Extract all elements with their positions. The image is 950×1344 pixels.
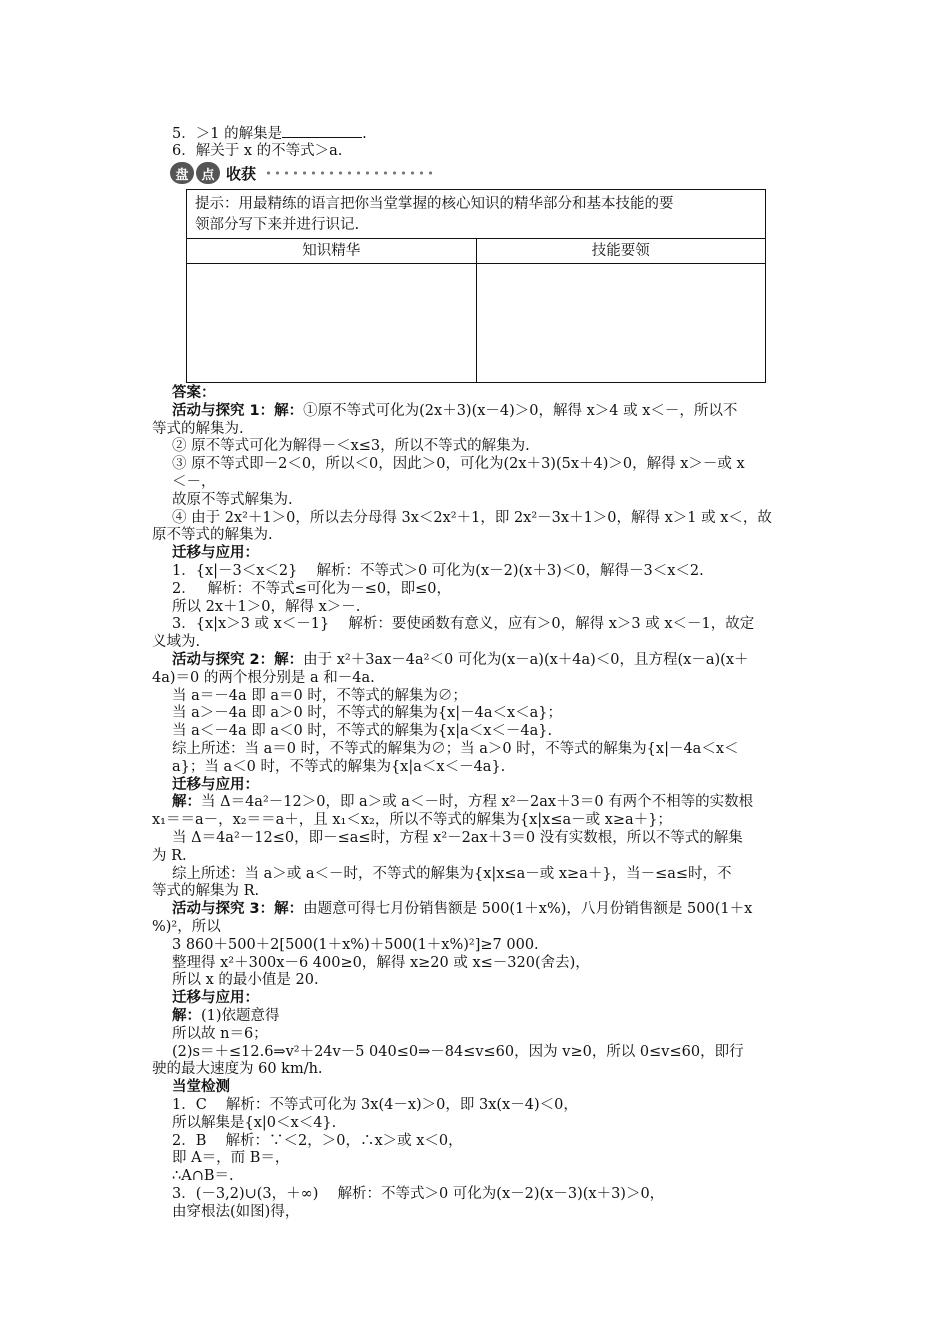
answer-text: (1)依题意得 — [201, 1008, 280, 1024]
answer-line — [172, 615, 754, 633]
answer-text: 综上所述：当 a＞或 a＜－时，不等式的解集为{x|x≤a－或 x≥a＋}，当－≤a≤时，不 — [172, 865, 732, 882]
answer-text: 义域为. — [152, 634, 201, 651]
answer-text: 原不等式的解集为. — [152, 527, 273, 544]
answer-text: 为 R. — [152, 847, 187, 864]
answer-line — [172, 651, 749, 669]
answer-text: 故原不等式解集为. — [172, 491, 293, 508]
answer-text: a}；当 a＜0 时，不等式的解集为{x|a＜x＜－4a}. — [172, 758, 506, 775]
answer-text: 当 Δ＝4a²－12≤0，即－≤a≤时，方程 x²－2ax＋3＝0 没有实数根，所以不等式的解集 — [172, 830, 743, 846]
answer-label: 活动与探究 3：解： — [172, 901, 304, 918]
answer-line — [172, 954, 590, 972]
summary-box — [186, 189, 766, 383]
answer-line — [172, 1167, 234, 1185]
answer-line — [172, 1114, 336, 1132]
answer-text: 1．{x|－3＜x＜2} 解析：不等式＞0 可化为(x－2)(x＋3)＜0，解得－3＜x＜2. — [172, 563, 704, 579]
answer-text: %)²，所以 — [152, 919, 221, 935]
answer-text: ③ 原不等式即－2＜0，所以＜0，因此＞0，可化为(2x＋3)(5x＋4)＞0，解得 x＞－或 x — [172, 456, 745, 473]
answer-line — [152, 526, 273, 544]
answer-line — [172, 509, 772, 527]
answer-text: ＜－， — [172, 474, 216, 490]
answer-text: ①原不等式可化为(2x＋3)(x－4)＞0，解得 x＞4 或 x＜－，所以不 — [303, 402, 738, 419]
answer-line — [172, 402, 737, 420]
answer-line — [172, 1025, 268, 1043]
answer-line — [152, 918, 221, 936]
answer-text: 3 860＋500＋2[500(1＋x%)＋500(1＋x%)²]≥7 000. — [172, 936, 539, 953]
answer-text: ④ 由于 2x²＋1＞0，所以去分母得 3x＜2x²＋1，即 2x²－3x＋1＞0，解得 x＞1 或 x＜，故 — [172, 509, 772, 526]
answer-label: 活动与探究 2：解： — [172, 652, 304, 668]
question-5: 5．＞1 的解集是 . — [172, 126, 367, 142]
answer-line — [152, 633, 200, 651]
answer-line — [172, 704, 562, 722]
answer-line — [172, 1132, 463, 1150]
answer-line — [172, 989, 259, 1007]
answer-line — [172, 793, 753, 811]
answer-line — [172, 1185, 664, 1203]
answer-label: 迁移与应用： — [172, 990, 259, 1007]
answer-label: 解： — [172, 794, 201, 811]
answer-text: 当 a＞－4a 即 a＞0 时，不等式的解集为{x|－4a＜x＜a}； — [172, 705, 563, 722]
answer-text: 4a)＝0 的两个根分别是 a 和－4a. — [152, 669, 375, 686]
answer-line — [172, 971, 319, 989]
knowledge-header: 知识精华 — [187, 239, 476, 264]
answer-text: 2．B 解析：∵＜2，＞0，∴x＞或 x＜0， — [172, 1132, 463, 1149]
answer-text: 整理得 x²＋300x－6 400≥0，解得 x≥20 或 x≤－320(舍去)， — [172, 954, 590, 971]
answer-text: 当 a＜－4a 即 a＜0 时，不等式的解集为{x|a＜x＜－4a}. — [172, 723, 553, 740]
answer-text: 3．{x|x＞3 或 x＜－1} 解析：要使函数有意义，应有＞0，解得 x＞3 或 x＜－1，故定 — [172, 616, 755, 633]
answer-text: 等式的解集为. — [152, 420, 244, 437]
dotted-divider — [264, 168, 434, 178]
answer-line — [172, 1203, 299, 1221]
answer-text: 驶的最大速度为 60 km/h. — [152, 1061, 323, 1078]
answer-text: 即 A＝，而 B＝， — [172, 1150, 290, 1167]
answer-text: 当 Δ＝4a²－12＞0，即 a＞或 a＜－时，方程 x²－2ax＋3＝0 有两个不相等的实数根 — [201, 794, 754, 811]
skills-column — [476, 239, 766, 382]
answer-line — [172, 491, 293, 509]
answer-line — [172, 722, 552, 740]
answer-text: 等式的解集为 R. — [152, 883, 260, 900]
answer-text: 由穿根法(如图)得， — [172, 1203, 300, 1220]
answer-line — [172, 1043, 744, 1061]
answer-text: 所以 x 的最小值是 20. — [172, 972, 319, 989]
answer-line — [172, 740, 739, 758]
answer-line — [172, 1007, 280, 1025]
answer-blank[interactable] — [282, 124, 362, 138]
answer-line — [172, 544, 259, 562]
answer-text: 所以解集是{x|0＜x＜4}. — [172, 1114, 337, 1131]
knowledge-column — [187, 239, 476, 382]
answer-line — [172, 687, 467, 705]
answer-label: 活动与探究 1：解： — [172, 402, 304, 419]
answer-text: 综上所述：当 a＝0 时，不等式的解集为∅；当 a＞0 时，不等式的解集为{x|－4a＜x＜ — [172, 741, 739, 757]
banner-badge: 盘 — [170, 162, 194, 184]
answer-line — [172, 1149, 289, 1167]
answer-line — [172, 936, 539, 954]
answer-line — [172, 829, 743, 847]
answer-text: x₁＝＝a－，x₂＝＝a＋，且 x₁＜x₂，所以不等式的解集为{x|x≤a－或 x≥a＋}； — [152, 812, 672, 829]
answer-text: 当 a＝－4a 即 a＝0 时，不等式的解集为∅； — [172, 687, 467, 704]
answer-line — [172, 598, 360, 616]
answer-text: 1．C 解析：不等式可化为 3x(4－x)＞0，即 3x(x－4)＜0， — [172, 1097, 578, 1113]
answer-line — [172, 437, 530, 455]
answer-line — [172, 900, 752, 918]
answer-line — [172, 865, 732, 883]
answer-label: 当堂检测 — [172, 1079, 230, 1096]
answer-line — [152, 669, 375, 687]
answer-text: 2． 解析：不等式≤可化为－≤0，即≤0， — [172, 580, 451, 597]
section-banner — [170, 161, 434, 185]
banner-badge: 点 — [196, 162, 220, 184]
answer-line — [172, 758, 505, 776]
answer-label: 答案： — [172, 385, 216, 401]
answer-line — [172, 776, 259, 794]
knowledge-cell[interactable] — [187, 264, 476, 382]
answer-text: 3．(－3,2)∪(3，＋∞) 解析：不等式＞0 可化为(x－2)(x－3)(x＋3)＞0， — [172, 1186, 665, 1202]
skills-header: 技能要领 — [477, 239, 766, 264]
skills-cell[interactable] — [477, 264, 766, 382]
answer-line — [172, 384, 216, 402]
answer-text: 由于 x²＋3ax－4a²＜0 可化为(x－a)(x＋4a)＜0，且方程(x－a)(x＋ — [303, 652, 749, 668]
answer-line — [172, 1078, 230, 1096]
banner-title: 收获 — [226, 164, 257, 183]
answer-line — [152, 847, 187, 865]
answer-line — [172, 455, 745, 473]
answer-text: ② 原不等式可化为解得－＜x≤3，所以不等式的解集为. — [172, 438, 530, 455]
answer-line — [172, 1096, 578, 1114]
answer-label: 迁移与应用： — [172, 776, 259, 793]
answer-line — [152, 1060, 323, 1078]
answer-label: 迁移与应用： — [172, 545, 259, 562]
question-6: 6．解关于 x 的不等式＞a. — [172, 143, 343, 159]
summary-table — [187, 239, 765, 382]
answer-text: 所以 2x＋1＞0，解得 x＞－. — [172, 598, 361, 615]
answer-line — [152, 420, 244, 438]
answer-text: (2)s＝＋≤12.6⇒v²＋24v－5 040≤0⇒－84≤v≤60，因为 v≥0，所以 0≤v≤60，即行 — [172, 1043, 744, 1060]
answer-line — [172, 562, 704, 580]
answer-line — [172, 580, 451, 598]
summary-hint: 提示：用最精练的语言把你当堂掌握的核心知识的精华部分和基本技能的要 领部分写下来并进行识记. — [187, 190, 765, 239]
answer-label: 解： — [172, 1008, 201, 1024]
answer-line — [152, 882, 259, 900]
answer-line — [172, 473, 216, 491]
answer-text: 由题意可得七月份销售额是 500(1＋x%)，八月份销售额是 500(1＋x — [303, 901, 753, 918]
answer-text: 所以故 n＝6； — [172, 1025, 268, 1042]
answer-line — [152, 811, 672, 829]
answer-text: ∴A∩B＝. — [172, 1168, 234, 1185]
